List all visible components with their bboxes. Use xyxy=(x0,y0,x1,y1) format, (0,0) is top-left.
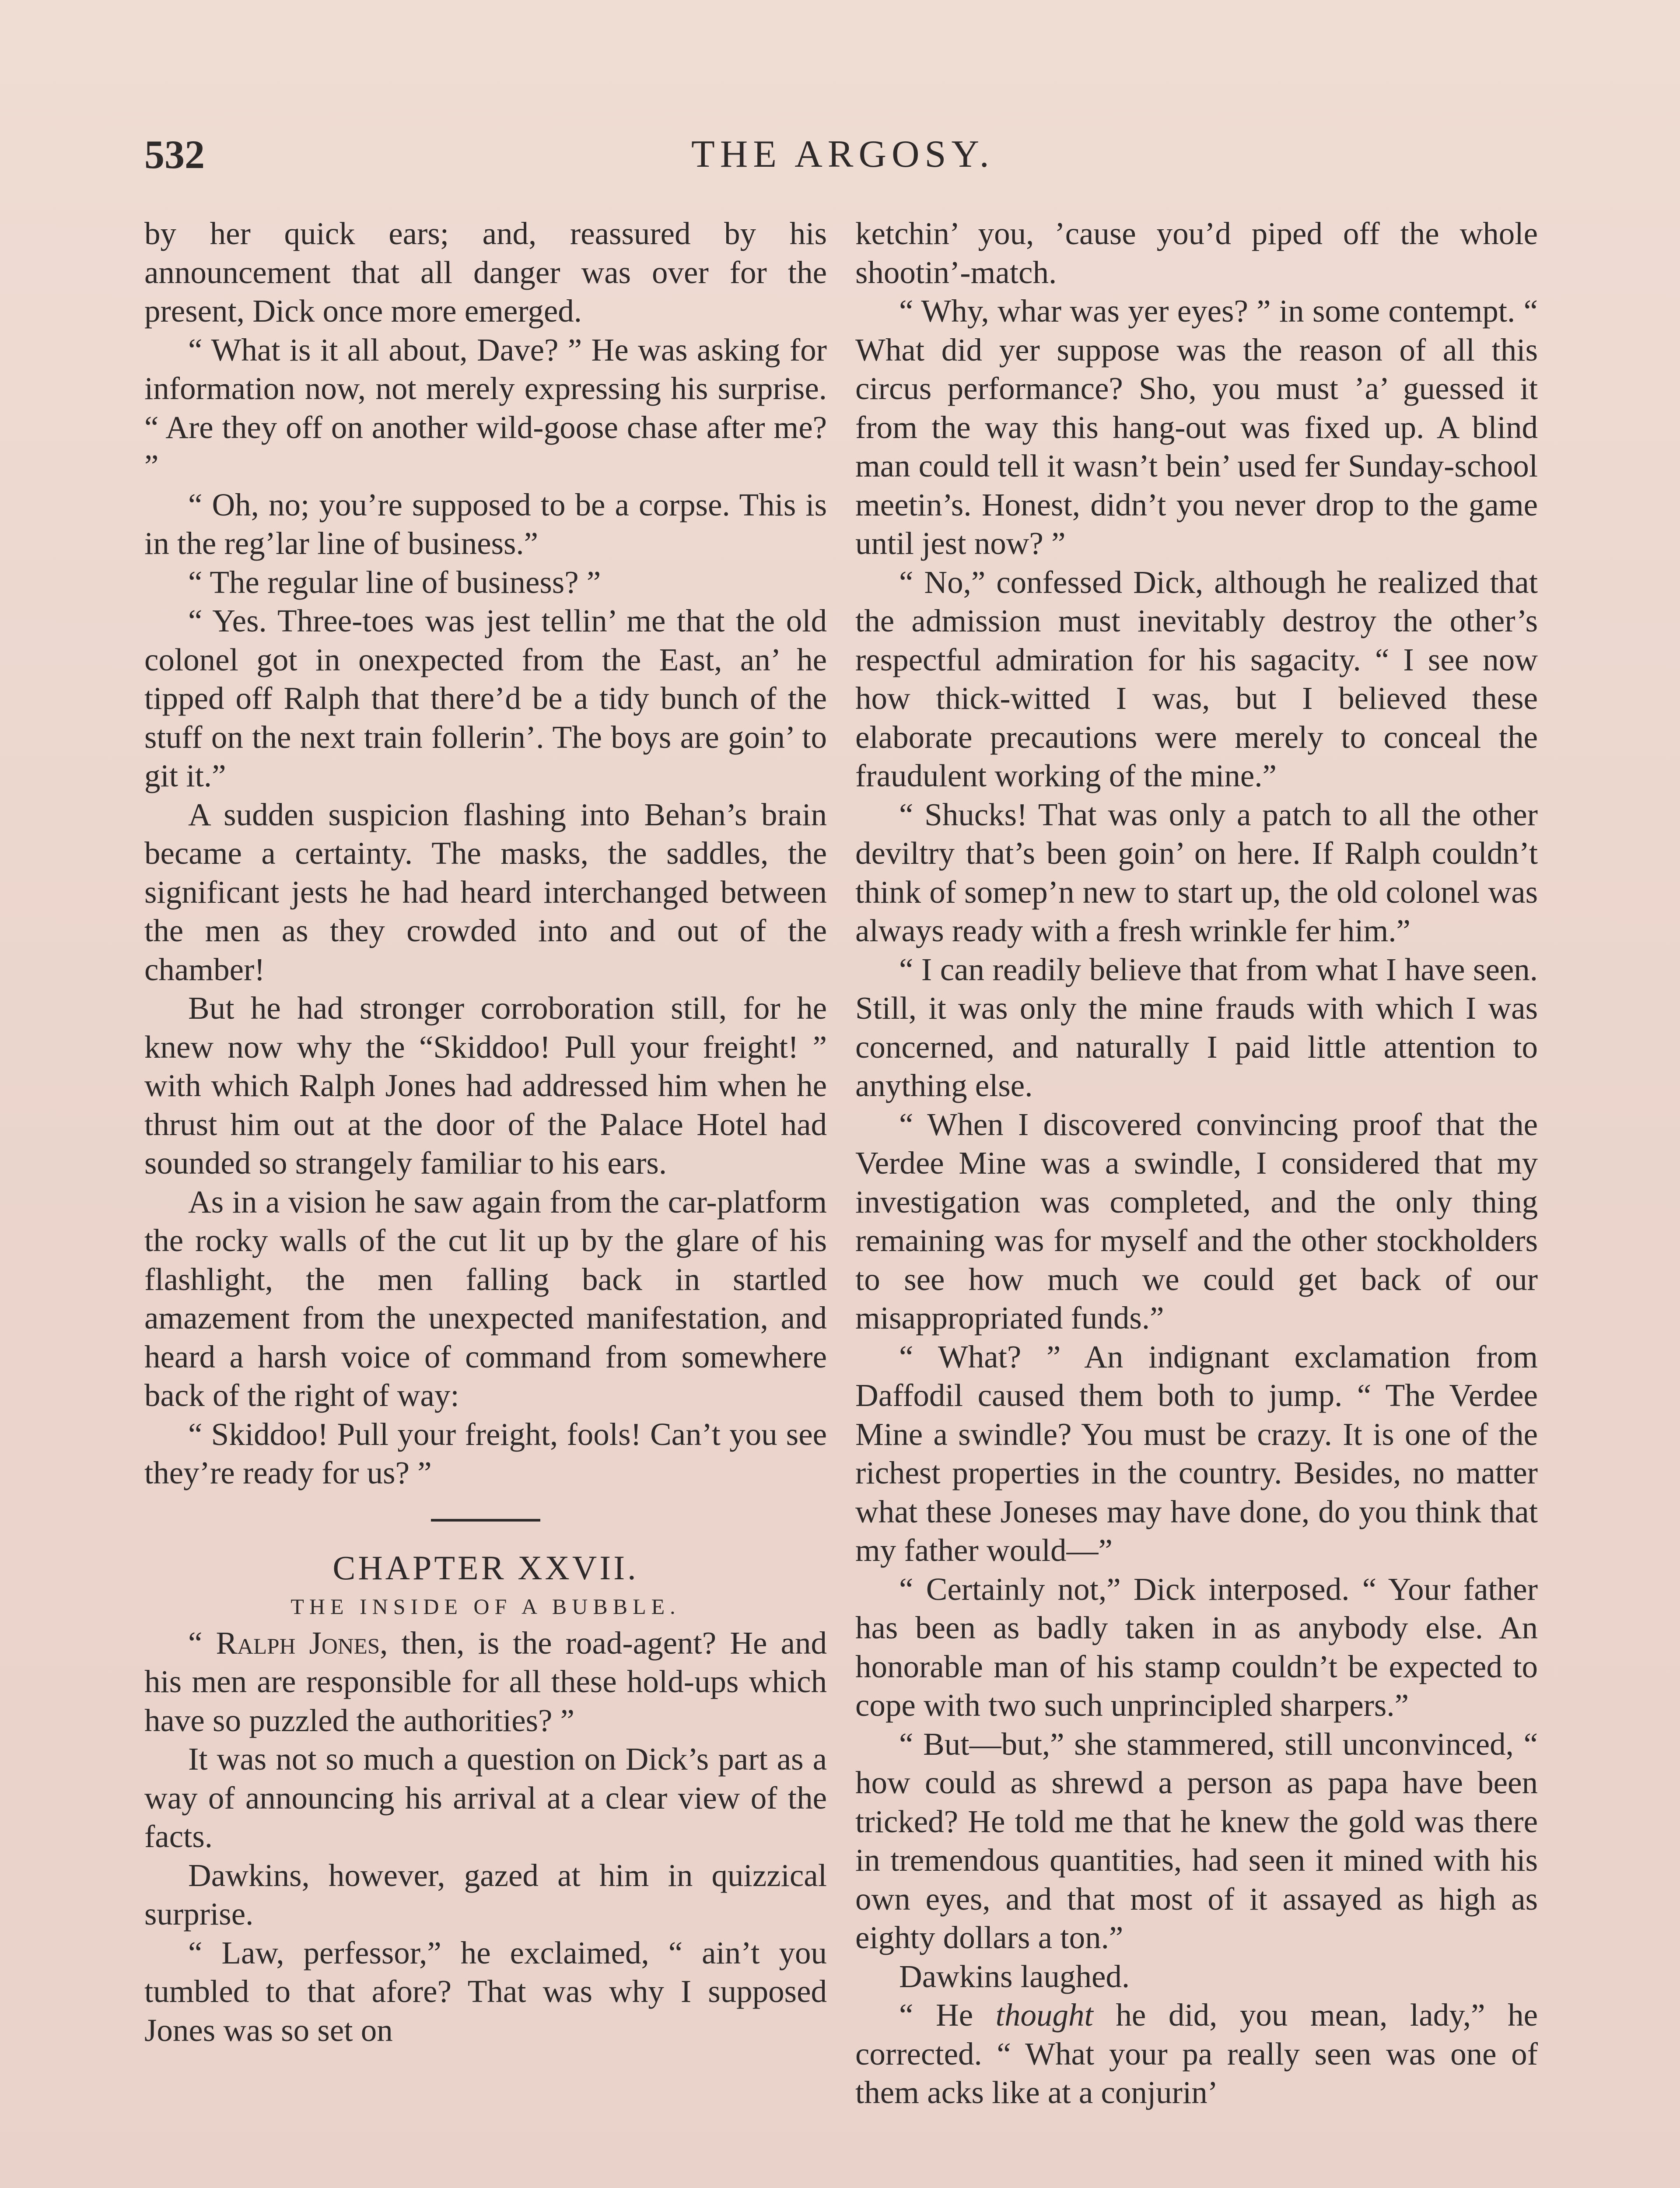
right-column xyxy=(855,214,1538,2112)
italic-word: thought xyxy=(995,1997,1093,2033)
paragraph: “ Shucks! That was only a patch to all the other deviltry that’s been goin’ on here. If Ralph couldn’t think of somep’n new to start up, the old colonel was always ready with a fresh wrinkle fer him.” xyxy=(855,796,1538,948)
running-title: THE ARGOSY. xyxy=(691,133,994,175)
opening-small-caps: “ Ralph Jones, xyxy=(188,1625,388,1661)
page-number: 532 xyxy=(144,132,205,177)
paragraph: “ Oh, no; you’re supposed to be a corpse. This is in the reg’lar line of business.” xyxy=(144,487,827,561)
paragraph: “ Law, perfessor,” he exclaimed, “ ain’t you tumbled to that afore? That was why I supposed Jones was so set on xyxy=(144,1935,827,2048)
paragraph: by her quick ears; and, reassured by his announcement that all danger was over for the present, Dick once more emerged. xyxy=(144,216,827,329)
section-divider xyxy=(431,1519,540,1522)
opening-rest: then, is the road-agent? He and his men are responsible for all these hold-ups which have so puzzled the authorities? ” xyxy=(144,1625,827,1738)
text-run: “ He xyxy=(899,1997,996,2033)
page-header xyxy=(144,127,1536,184)
paragraph: “ Certainly not,” Dick interposed. “ Your father has been as badly taken in as anybody else. An honorable man of his stamp couldn’t be expected to cope with two such unprincipled sharpers.” xyxy=(855,1571,1538,1723)
paragraph: ketchin’ you, ’cause you’d piped off the whole shootin’-match. xyxy=(855,216,1538,290)
paragraph: “ What? ” An indignant exclamation from Daffodil caused them both to jump. “ The Verdee Mine a swindle? You must be crazy. It is one of the richest properties in the country. Besides, no matter what these Joneses may have done, do you think that my father would—” xyxy=(855,1339,1538,1568)
paragraph: But he had stronger corroboration still, for he knew now why the “Skiddoo! Pull your freight! ” with which Ralph Jones had addressed him when he thrust him out at the door of the Palace Hotel had sounded so strangely familiar to his ears. xyxy=(144,990,827,1181)
paragraph: As in a vision he saw again from the car-platform the rocky walls of the cut lit up by the glare of his flashlight, the men falling back in startled amazement from the unexpected manifestation, and heard a harsh voice of command from somewhere back of the right of way: xyxy=(144,1184,827,1413)
paragraph: Dawkins laughed. xyxy=(899,1958,1130,1994)
last-paragraph xyxy=(855,1996,1538,2112)
paragraph: Dawkins, however, gazed at him in quizzical surprise. xyxy=(144,1857,827,1932)
paragraph: “ No,” confessed Dick, although he realized that the admission must inevitably destroy the other’s respectful admiration for his sagacity. “ I see now how thick-witted I was, but I believed these elaborate precautions were merely to conceal the fraudulent working of the mine.” xyxy=(855,564,1538,793)
paragraph: A sudden suspicion flashing into Behan’s brain became a certainty. The masks, the saddles, the significant jests he had heard interchanged between the men as they crowded into and out of the chamber! xyxy=(144,796,827,987)
paragraph: “ But—but,” she stammered, still unconvinced, “ how could as shrewd a person as papa have been tricked? He told me that he knew the gold was there in tremendous quantities, had seen it mined with his own eyes, and that most of it assayed as high as eighty dollars a ton.” xyxy=(855,1726,1538,1955)
paragraph: “ What is it all about, Dave? ” He was asking for information now, not merely expressing his surprise. “ Are they off on another wild-goose chase after me? ” xyxy=(144,332,827,484)
paragraph: “ I can readily believe that from what I have seen. Still, it was only the mine frauds with which I was concerned, and naturally I paid little attention to anything else. xyxy=(855,951,1538,1103)
paragraph: “ The regular line of business? ” xyxy=(188,564,601,600)
paragraph: “ Skiddoo! Pull your freight, fools! Can’t you see they’re ready for us? ” xyxy=(144,1416,827,1490)
chapter-title: CHAPTER XXVII. xyxy=(332,1548,639,1587)
chapter-opening-paragraph xyxy=(144,1624,827,1740)
paragraph: “ Why, whar was yer eyes? ” in some contempt. “ What did yer suppose was the reason of all this circus performance? Sho, you must ’a’ guessed it from the way this hang-out was fixed up. A blind man could tell it wasn’t bein’ used fer Sunday-school meetin’s. Honest, didn’t you never drop to the game until jest now? ” xyxy=(855,293,1538,561)
paragraph: “ When I discovered convincing proof that the Verdee Mine was a swindle, I considered that my investigation was completed, and the only thing remaining was for myself and the other stockholders to see how much we could get back of our misappropriated funds.” xyxy=(855,1106,1538,1336)
paragraph: It was not so much a question on Dick’s part as a way of announcing his arrival at a clear view of the facts. xyxy=(144,1741,827,1854)
text-run: he did, you mean, lady,” he corrected. “ What your pa really seen was one of them acks like at a conjurin’ xyxy=(855,1997,1538,2110)
paragraph: “ Yes. Three-toes was jest tellin’ me that the old colonel got in onexpected from the East, an’ he tipped off Ralph that there’d be a tidy bunch of the stuff on the next train follerin’. The boys are goin’ to git it.” xyxy=(144,603,827,793)
left-column xyxy=(144,214,827,2050)
chapter-subtitle: THE INSIDE OF A BUBBLE. xyxy=(290,1594,681,1619)
